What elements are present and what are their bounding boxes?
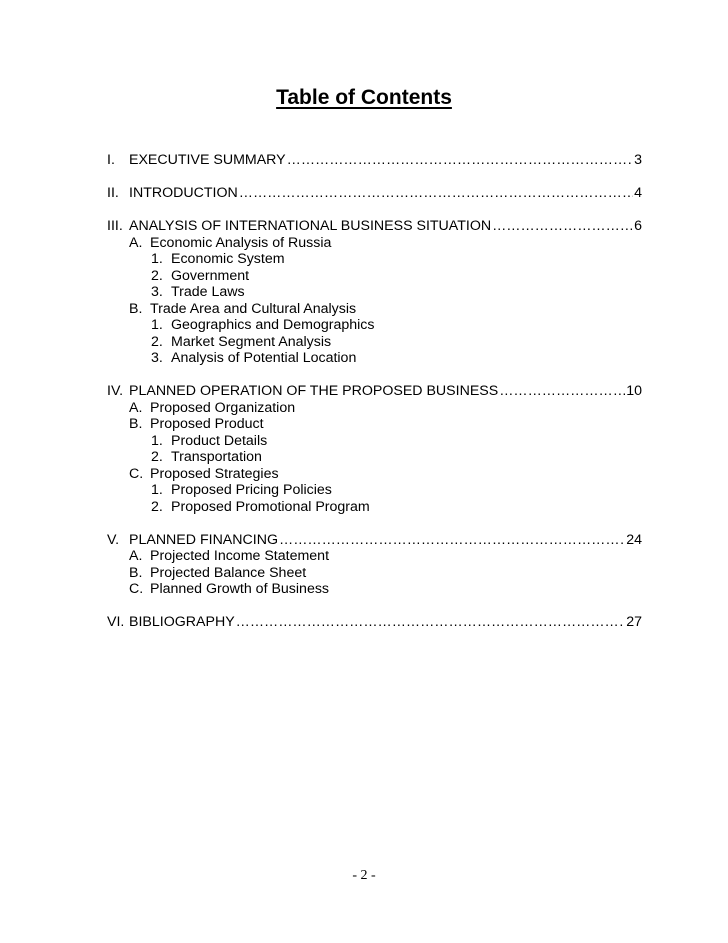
toc-entry-page: 24 bbox=[626, 531, 642, 548]
toc-dot-leader bbox=[279, 532, 625, 549]
toc-entry-number: I. bbox=[107, 152, 115, 168]
toc-entry-number: II. bbox=[107, 185, 119, 201]
toc-entry-page: 3 bbox=[634, 152, 642, 168]
toc-subsubentry-label: Government bbox=[171, 267, 250, 284]
toc-section bbox=[107, 614, 642, 631]
toc-entry-label: ANALYSIS OF INTERNATIONAL BUSINESS SITUATION bbox=[129, 218, 492, 234]
toc-entry-number: VI. bbox=[107, 614, 125, 630]
toc-section bbox=[107, 383, 642, 515]
toc-subsubentry-number: 2. bbox=[151, 449, 163, 465]
toc-subsubentry-number: 1. bbox=[151, 432, 163, 449]
toc-subsubentry bbox=[107, 499, 642, 516]
toc-dot-leader bbox=[499, 383, 625, 400]
toc-subentry bbox=[107, 400, 642, 417]
toc-subentry-label: Economic Analysis of Russia bbox=[150, 234, 332, 251]
toc-subentry bbox=[107, 235, 642, 252]
toc-subsubentry-label: Proposed Pricing Policies bbox=[171, 482, 332, 498]
toc-subsubentry-label: Product Details bbox=[171, 432, 268, 449]
toc-section bbox=[107, 218, 642, 367]
toc-subsubentry bbox=[107, 251, 642, 268]
toc-subentry-label: Proposed Strategies bbox=[150, 465, 279, 482]
page-title: Table of Contents bbox=[276, 86, 452, 109]
toc-section bbox=[107, 532, 642, 598]
toc-entry-label: EXECUTIVE SUMMARY bbox=[129, 152, 286, 168]
toc-subsubentry bbox=[107, 317, 642, 334]
toc-entry-label: BIBLIOGRAPHY bbox=[129, 614, 235, 630]
toc-subentry bbox=[107, 548, 642, 565]
toc-subsubentry bbox=[107, 482, 642, 499]
toc-entry-number: V. bbox=[107, 531, 120, 548]
toc-entry-page: 27 bbox=[626, 614, 642, 630]
toc-subsubentry-number: 3. bbox=[151, 284, 163, 300]
toc-subsubentry bbox=[107, 350, 642, 367]
toc-subsubentry bbox=[107, 449, 642, 466]
toc-subentry bbox=[107, 466, 642, 483]
toc-subsubentry-number: 2. bbox=[151, 498, 163, 515]
toc-subentry-label: Trade Area and Cultural Analysis bbox=[150, 300, 357, 317]
toc-subsubentry-label: Geographics and Demographics bbox=[171, 317, 375, 333]
toc-entry bbox=[107, 614, 642, 631]
toc-subsubentry-label: Economic System bbox=[171, 251, 285, 267]
toc-entry-page: 6 bbox=[634, 218, 642, 234]
toc-entry bbox=[107, 532, 642, 549]
toc-subentry-letter: B. bbox=[129, 300, 143, 317]
toc-subsubentry-number: 1. bbox=[151, 482, 163, 498]
toc-entry bbox=[107, 383, 642, 400]
toc-subentry bbox=[107, 565, 642, 582]
toc-subentry-letter: A. bbox=[129, 399, 143, 416]
toc-subentry-letter: A. bbox=[129, 548, 143, 564]
toc-subentry-letter: C. bbox=[129, 465, 144, 482]
toc-subentry-label: Proposed Product bbox=[150, 416, 264, 432]
toc-subsubentry-label: Analysis of Potential Location bbox=[171, 350, 357, 366]
toc-entry-label: PLANNED OPERATION OF THE PROPOSED BUSINESS bbox=[129, 383, 499, 399]
toc-entry-label: PLANNED FINANCING bbox=[129, 531, 278, 548]
toc-entry-number: IV. bbox=[107, 383, 124, 399]
page-number: - 2 - bbox=[352, 868, 376, 883]
toc-entry-page: 10 bbox=[626, 383, 642, 399]
toc-subsubentry bbox=[107, 433, 642, 450]
toc-subsubentry-number: 1. bbox=[151, 251, 163, 267]
toc-subsubentry bbox=[107, 334, 642, 351]
toc-dot-leader bbox=[492, 218, 633, 235]
toc-subentry-letter: B. bbox=[129, 564, 143, 581]
toc-subentry bbox=[107, 581, 642, 598]
toc-subsubentry-label: Transportation bbox=[171, 449, 262, 465]
toc-subentry-letter: B. bbox=[129, 416, 143, 432]
toc-subsubentry-label: Proposed Promotional Program bbox=[171, 498, 370, 515]
toc-entry bbox=[107, 218, 642, 235]
toc-subentry bbox=[107, 416, 642, 433]
toc-subentry-label: Projected Income Statement bbox=[150, 548, 330, 564]
toc-dot-leader bbox=[239, 185, 633, 202]
toc-entry bbox=[107, 152, 642, 169]
toc-dot-leader bbox=[236, 614, 626, 631]
toc-entry-number: III. bbox=[107, 218, 123, 234]
toc-subentry-label: Planned Growth of Business bbox=[150, 581, 330, 597]
toc-subsubentry bbox=[107, 268, 642, 285]
toc-subentry-label: Proposed Organization bbox=[150, 399, 296, 416]
toc-subentry bbox=[107, 301, 642, 318]
toc-subentry-letter: C. bbox=[129, 581, 144, 597]
toc-subsubentry-number: 2. bbox=[151, 267, 163, 284]
toc-subsubentry bbox=[107, 284, 642, 301]
toc-entry bbox=[107, 185, 642, 202]
toc-subentry-letter: A. bbox=[129, 234, 143, 251]
toc-subsubentry-label: Market Segment Analysis bbox=[171, 333, 332, 350]
toc-subentry-label: Projected Balance Sheet bbox=[150, 564, 307, 581]
toc-entry-page: 4 bbox=[634, 185, 642, 201]
toc-dot-leader bbox=[287, 152, 633, 169]
toc-subsubentry-number: 1. bbox=[151, 317, 163, 333]
toc-subsubentry-label: Trade Laws bbox=[171, 284, 245, 300]
toc-subsubentry-number: 3. bbox=[151, 350, 163, 366]
toc-entry-label: INTRODUCTION bbox=[129, 185, 238, 201]
table-of-contents bbox=[107, 152, 642, 647]
toc-section bbox=[107, 152, 642, 169]
toc-section bbox=[107, 185, 642, 202]
toc-subsubentry-number: 2. bbox=[151, 333, 163, 350]
